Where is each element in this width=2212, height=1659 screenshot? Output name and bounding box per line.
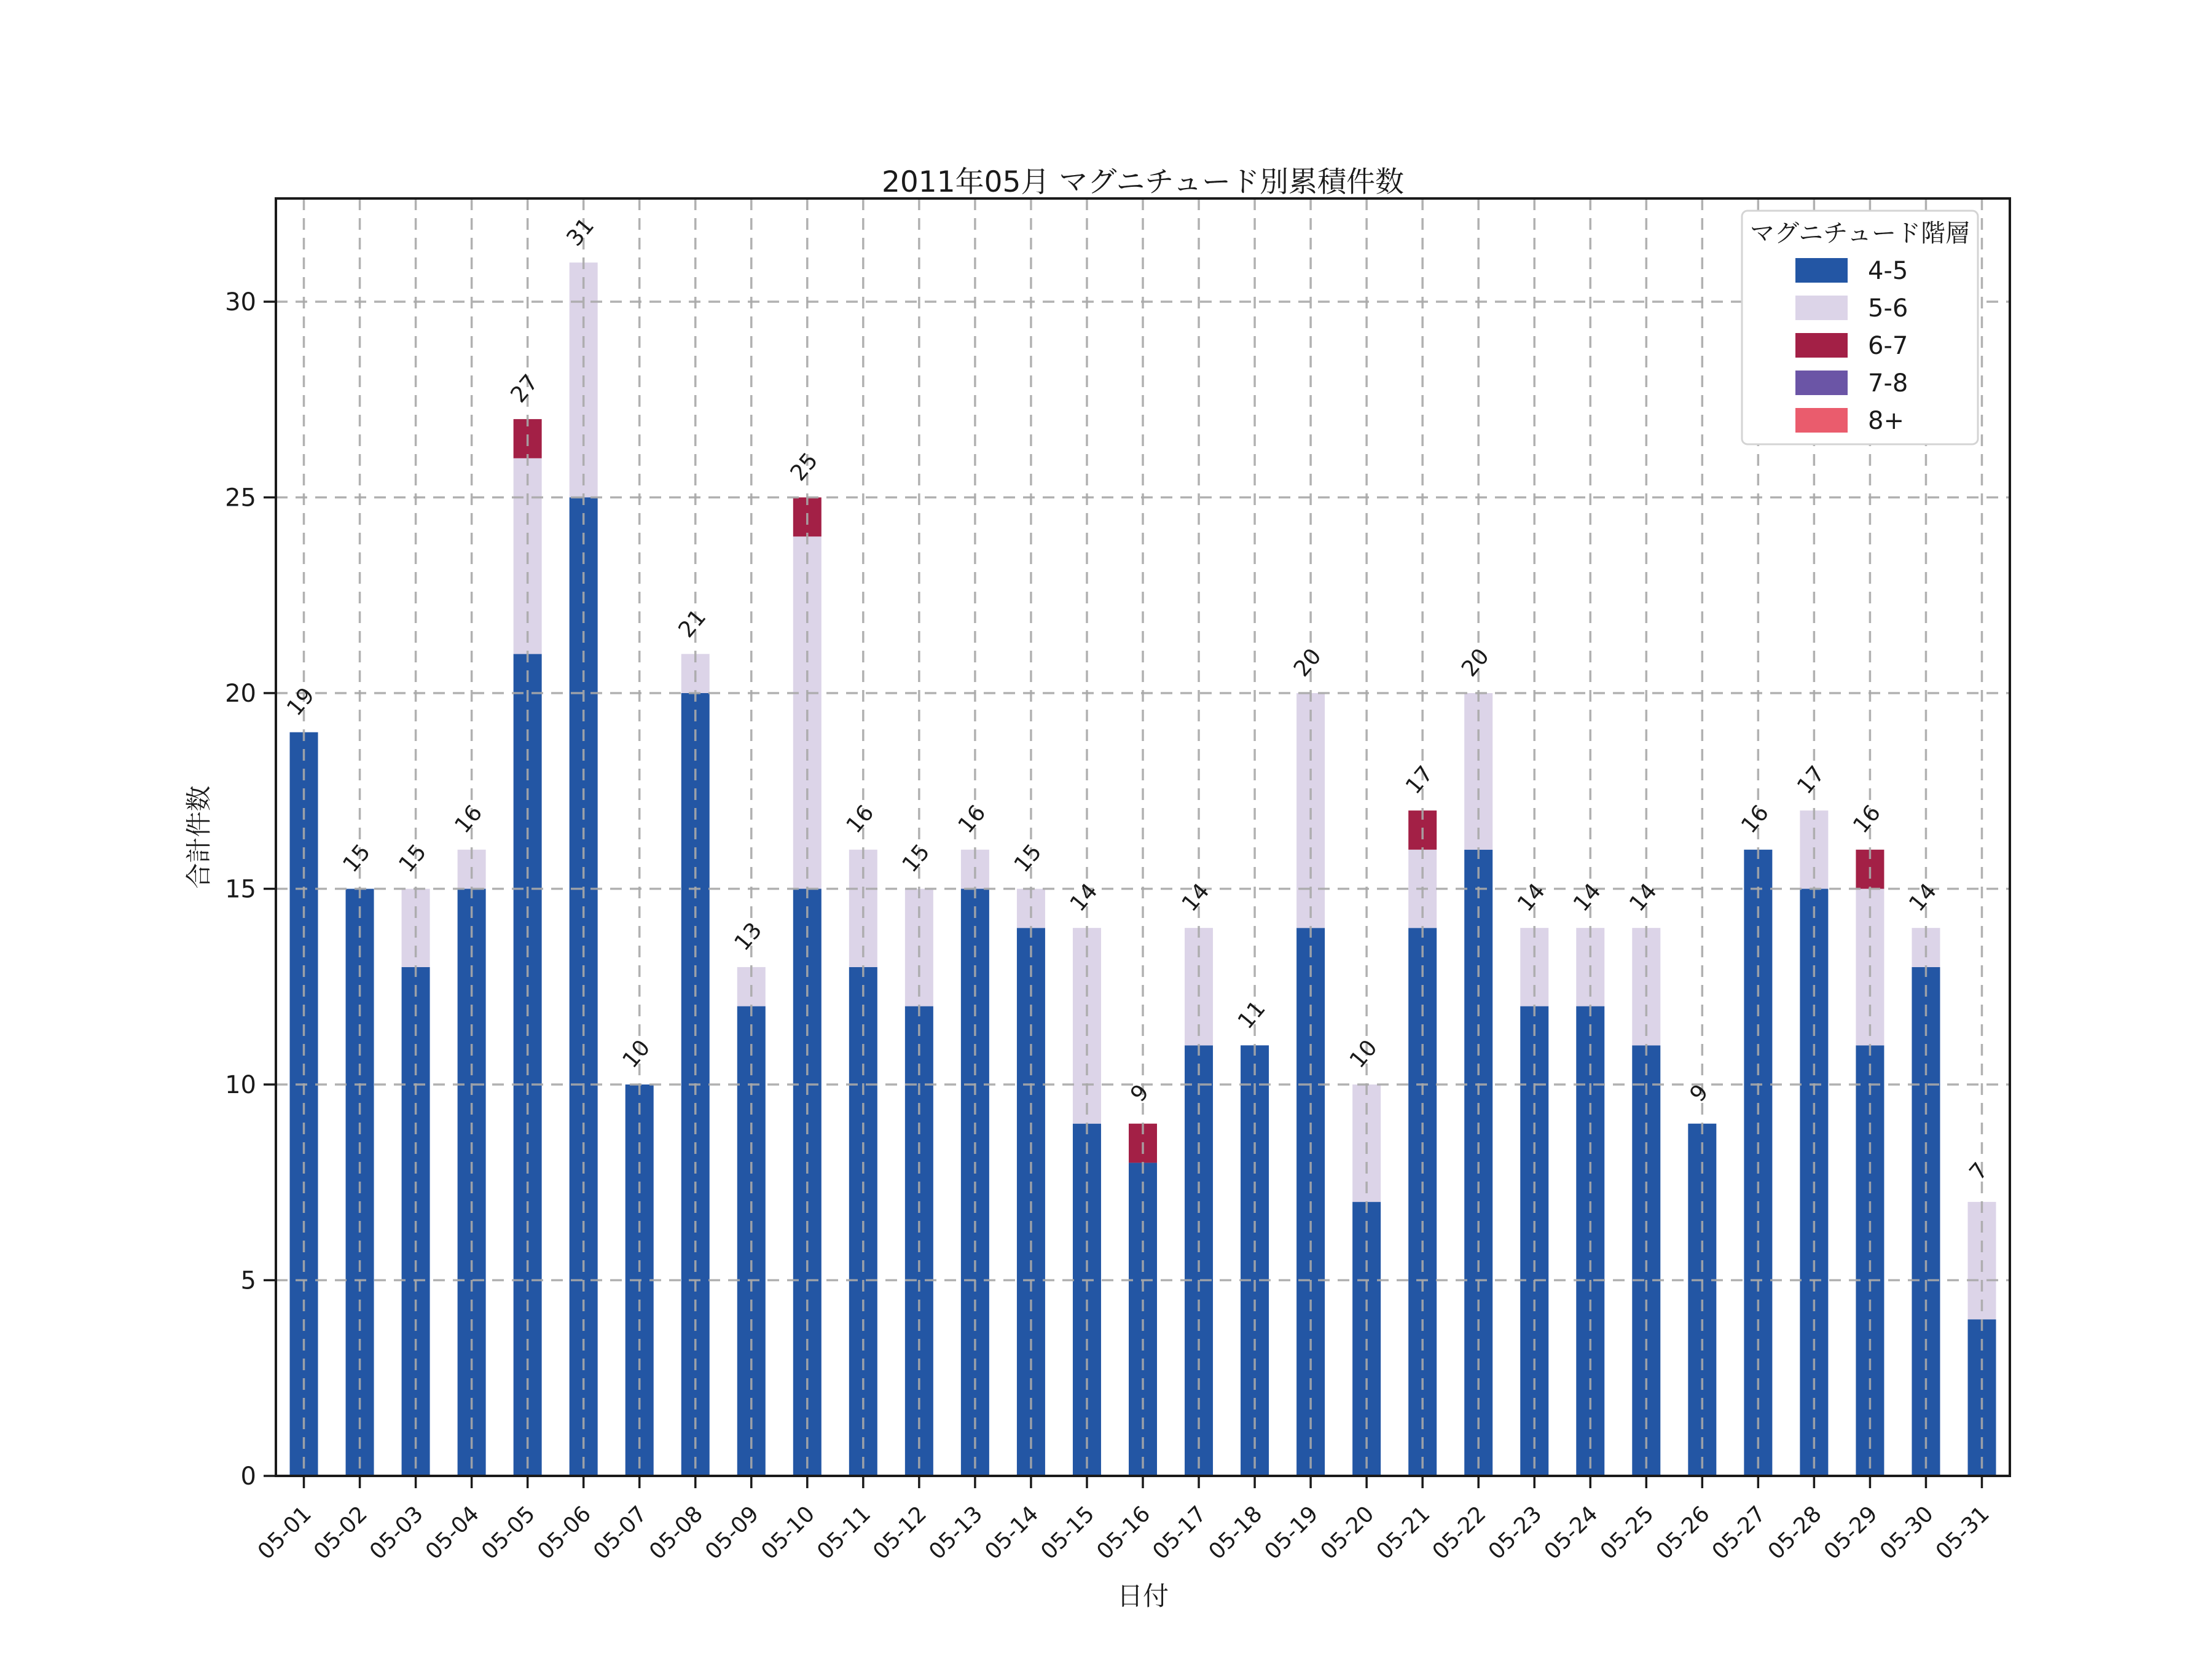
x-tick-label: 05-01 [253,1501,316,1565]
bar-total-label: 20 [1288,643,1327,682]
bar-total-label: 10 [618,1035,656,1073]
y-tick-label: 5 [240,1266,256,1295]
x-tick-label: 05-14 [980,1501,1044,1565]
x-tick-label: 05-17 [1148,1501,1212,1565]
chart-title: 2011年05月 マグニチュード別累積件数 [881,165,1405,199]
x-tick-label: 05-04 [421,1501,484,1565]
x-tick-label: 05-28 [1763,1501,1827,1565]
x-tick-label: 05-24 [1539,1501,1603,1565]
legend-swatch [1795,258,1848,283]
bar-total-label: 16 [1736,800,1774,839]
x-tick-label: 05-09 [700,1501,764,1565]
y-tick-label: 25 [225,484,256,512]
y-tick-label: 10 [225,1071,256,1099]
y-tick-label: 20 [225,680,256,708]
bar-total-label: 17 [1792,761,1830,799]
x-tick-label: 05-13 [924,1501,988,1565]
bar-total-label: 16 [1848,800,1886,839]
y-tick-label: 30 [225,288,256,316]
bar-total-label: 15 [897,839,935,877]
legend-swatch [1795,296,1848,320]
legend-swatch [1795,333,1848,358]
x-tick-label: 05-23 [1483,1501,1547,1565]
x-tick-label: 05-25 [1595,1501,1659,1565]
x-tick-label: 05-03 [364,1501,428,1565]
x-tick-label: 05-19 [1260,1501,1324,1565]
bar-total-label: 16 [953,800,991,839]
legend-swatch [1795,371,1848,395]
bar-total-label: 14 [1625,879,1662,917]
x-tick-label: 05-21 [1371,1501,1435,1565]
x-tick-label: 05-31 [1931,1501,1994,1565]
x-tick-label: 05-18 [1204,1501,1268,1565]
x-tick-label: 05-12 [868,1501,932,1565]
bar-total-label: 19 [282,683,320,721]
bar-total-label: 9 [1126,1080,1155,1107]
bar-total-label: 14 [1065,879,1103,917]
bar-total-label: 20 [1456,643,1494,682]
bar-total-label: 16 [841,800,879,839]
bar-total-label: 16 [450,800,488,839]
legend-label: 7-8 [1868,369,1908,398]
legend-label: 5-6 [1868,294,1908,323]
y-axis-label: 合計件数 [184,785,214,889]
legend-label: 4-5 [1868,257,1908,285]
x-tick-label: 05-08 [645,1501,708,1565]
bar-total-label: 21 [673,605,712,643]
bar-total-label: 14 [1904,879,1942,917]
bar-total-label: 27 [506,369,544,408]
bar-total-label: 10 [1344,1035,1382,1073]
bar-total-label: 9 [1685,1080,1714,1107]
x-tick-label: 05-05 [477,1501,541,1565]
bar-total-label: 15 [1009,839,1047,877]
y-tick-label: 0 [240,1462,256,1491]
bar-total-label: 14 [1177,879,1215,917]
x-tick-label: 05-16 [1092,1501,1156,1565]
x-tick-label: 05-15 [1036,1501,1100,1565]
legend-swatch [1795,408,1848,433]
legend-title: マグニチュード階層 [1750,219,1970,248]
bar-total-label: 7 [1964,1158,1993,1185]
x-tick-label: 05-10 [756,1501,820,1565]
x-tick-label: 05-07 [589,1501,653,1565]
y-tick-label: 15 [225,875,256,904]
x-tick-label: 05-27 [1707,1501,1771,1565]
x-tick-label: 05-26 [1651,1501,1715,1565]
x-axis-label: 日付 [1116,1581,1169,1611]
x-tick-label: 05-11 [812,1501,876,1565]
x-tick-label: 05-22 [1427,1501,1491,1565]
legend-label: 6-7 [1868,332,1908,360]
bar-total-label: 13 [729,917,767,956]
x-tick-label: 05-30 [1875,1501,1939,1565]
bar-total-label: 14 [1512,879,1550,917]
legend-label: 8+ [1868,407,1904,435]
bar-total-label: 14 [1569,879,1606,917]
bar-total-label: 15 [338,839,376,877]
x-tick-label: 05-29 [1819,1501,1883,1565]
x-tick-label: 05-06 [533,1501,597,1565]
x-tick-label: 05-02 [308,1501,372,1565]
bar-total-label: 25 [785,448,823,486]
bar-total-label: 31 [562,213,600,251]
x-tick-label: 05-20 [1316,1501,1379,1565]
bar-total-label: 15 [394,839,432,877]
bar-total-label: 17 [1400,761,1438,799]
bar-total-label: 11 [1233,996,1271,1034]
